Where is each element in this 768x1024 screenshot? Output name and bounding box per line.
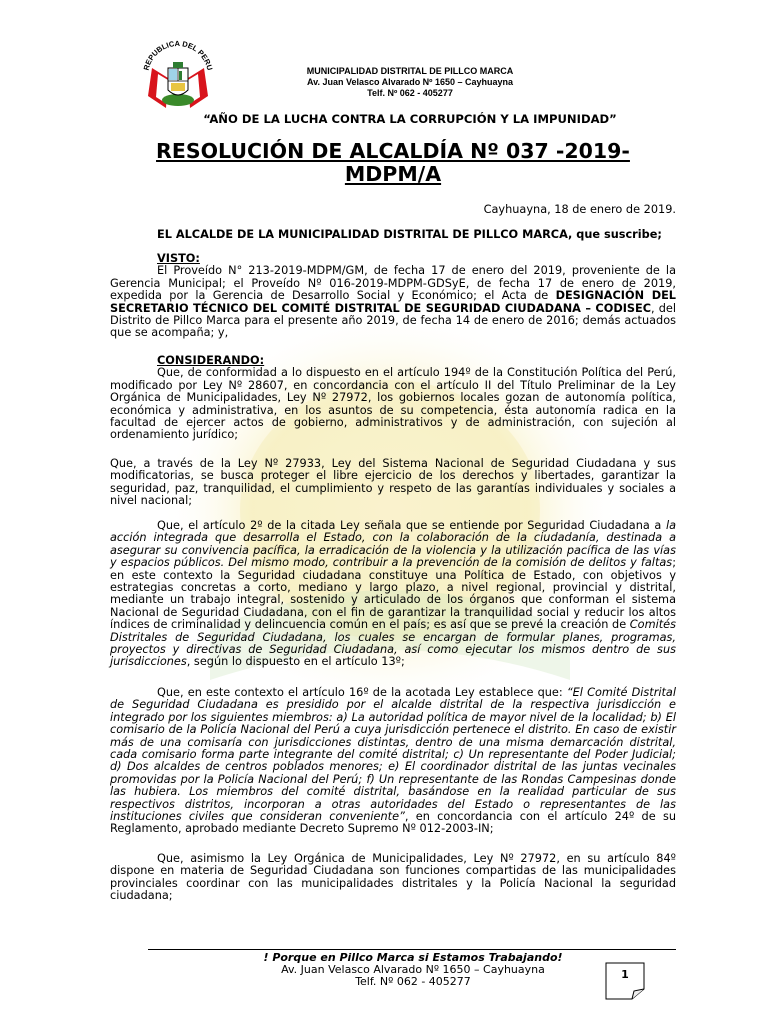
visto-heading: VISTO:: [157, 252, 200, 265]
considerando-paragraph-3: [110, 520, 676, 669]
resolution-title: [110, 140, 676, 186]
organization-name: MUNICIPALIDAD DISTRITAL DE PILLCO MARCA: [306, 66, 514, 76]
p3-text-c: , según lo dispuesto en el artículo 13º;: [186, 655, 405, 669]
visto-text-a: El Proveído N° 213-2019-MDPM/GM, de fecha 17 de enero del 2019, proveniente de la Gerencia Municipal; el Proveído Nº 016-2019-MDPM-GDSyE, de fecha 17 de enero de 2019, expedida por la Gerencia de Desarrollo Social y Económico; el Acta de: [110, 264, 676, 303]
visto-section: [110, 253, 676, 340]
header-address: Av. Juan Velasco Alvarado Nº 1650 – Cayhuayna: [306, 77, 514, 87]
visto-text-bold: DESIGNACIÓN DEL SECRETARIO TÉCNICO DEL COMITÉ DISTRITAL DE SEGURIDAD CIUDADANA – CODISEC: [110, 289, 676, 315]
footer-phone: Telf. Nº 062 - 405277: [355, 975, 471, 988]
header-phone: Telf. Nº 062 - 405277: [367, 88, 453, 98]
page-number-box: [604, 961, 646, 1001]
p4-text-a: Que, en este contexto el artículo 16º de la acotada Ley establece que:: [157, 686, 567, 699]
p3-italic-1: la acción integrada que desarrolla el Estado, con la colaboración de la ciudadanía, destinada a asegurar su convivencia pacífica, la erradicación de la violencia y la utilización pacífica de las vías y espacios públicos. Del mismo modo, contribuir a la prevención de la comisión de delitos y faltas: [110, 519, 676, 570]
footer-address: Av. Juan Velasco Alvarado Nº 1650 – Cayhuayna: [281, 963, 545, 976]
considerando-paragraph-5: [110, 853, 676, 903]
footer-slogan: ! Porque en Pillco Marca si Estamos Trabajando!: [263, 951, 563, 964]
year-motto: “AÑO DE LA LUCHA CONTRA LA CORRUPCIÓN Y LA IMPUNIDAD”: [203, 112, 617, 126]
considerando-paragraph-2: Que, a través de la Ley Nº 27933, Ley del Sistema Nacional de Seguridad Ciudadana y sus modificatorias, se busca proteger el libre ejercicio de los derechos y libertades, garantizar la seguridad, paz, tranquilidad, el cumplimiento y respeto de las garantías individuales y sociales a nivel nacional;: [110, 457, 676, 508]
resolution-title-line1: RESOLUCIÓN DE ALCALDÍA Nº 037 -2019-: [156, 139, 630, 163]
p3-text-a: Que, el artículo 2º de la citada Ley señala que se entiende por Seguridad Ciudadana a: [157, 519, 666, 532]
intro-line: EL ALCALDE DE LA MUNICIPALIDAD DISTRITAL DE PILLCO MARCA, que suscribe;: [157, 228, 662, 241]
visto-paragraph: [110, 265, 676, 339]
p4-italic: “El Comité Distrital de Seguridad Ciudadana es presidido por el alcalde distrital de la respectiva jurisdicción e integrado por los siguientes miembros: a) La autoridad política de mayor nivel de la localidad; b) El comisario de la Policía Nacional del Perú a cuya jurisdicción pertenece el distrito. En caso de existir más de una comisaría con jurisdicciones distintas, dentro de una misma demarcación distrital, cada comisario forma parte integrante del comité distrital; c) Un representante del Poder Judicial; d) Dos alcaldes de centros poblados menores; e) El coordinador distrital de las juntas vecinales promovidas por la Policía Nacional del Perú; f) Un representante de las Rondas Campesinas donde las hubiera. Los miembros del comité distrital, basándose en la realidad particular de sus respectivos distritos, incorporan a otras autoridades del Estado o representantes de las instituciones civiles que consideran conveniente”: [110, 686, 676, 824]
p3-italic-2: Comités Distritales de Seguridad Ciudadana, los cuales se encargan de formular planes, programas, proyectos y directivas de Seguridad Ciudadana, así como ejecutar los mismos dentro de sus jurisdicciones: [110, 618, 676, 669]
resolution-title-line2: MDPM/A: [344, 162, 442, 186]
visto-text-b: , del Distrito de Pillco Marca para el presente año 2019, de fecha 14 de enero de 2016; demás actuados que se acompaña; y,: [110, 301, 676, 340]
considerando-section: [110, 355, 676, 442]
page-number: 1: [621, 968, 629, 981]
considerando-heading: CONSIDERANDO:: [157, 354, 265, 367]
considerando-paragraph-4: [110, 687, 676, 836]
p3-text-b: ; en este contexto la Seguridad ciudadana constituye una Política de Estado, con objetivos y estrategias concretas a corto, mediano y largo plazo, a nivel regional, provincial y distrital, mediante un trabajo integral, sostenido y articulado de los órganos que conforman el sistema Nacional de Seguridad Ciudadana, con el fin de garantizar la tranquilidad social y reducir los altos índices de criminalidad y delincuencia común en el país; es así que se prevé la creación de: [110, 556, 676, 632]
date-line: Cayhuayna, 18 de enero de 2019.: [483, 203, 676, 216]
p5-text: Que, asimismo la Ley Orgánica de Municipalidades, Ley Nº 27972, en su artículo 84º dispone en materia de Seguridad Ciudadana son funciones compartidas de las municipalidades provinciales coordinar con las municipalidades distritales y la Policía Nacional la seguridad ciudadana;: [110, 852, 676, 903]
footer-divider: [148, 949, 676, 950]
svg-text:REPUBLICA DEL PERU: REPUBLICA DEL PERU: [141, 38, 215, 72]
considerando-paragraph-1: Que, de conformidad a lo dispuesto en el artículo 194º de la Constitución Política del Perú, modificado por Ley Nº 28607, en concordancia con el artículo II del Título Preliminar de la Ley Orgánica de Municipalidades, Ley Nº 27972, los gobiernos locales gozan de autonomía política, económica y administrativa, en los asuntos de su competencia, ésta autonomía radica en la facultad de ejercer actos de gobierno, administrativos y de administración, con sujeción al ordenamiento jurídico;: [110, 366, 676, 442]
p4-text-b: , en concordancia con el artículo 24º de su Reglamento, aprobado mediante Decreto Supremo Nº 012-2003-IN;: [110, 810, 676, 836]
